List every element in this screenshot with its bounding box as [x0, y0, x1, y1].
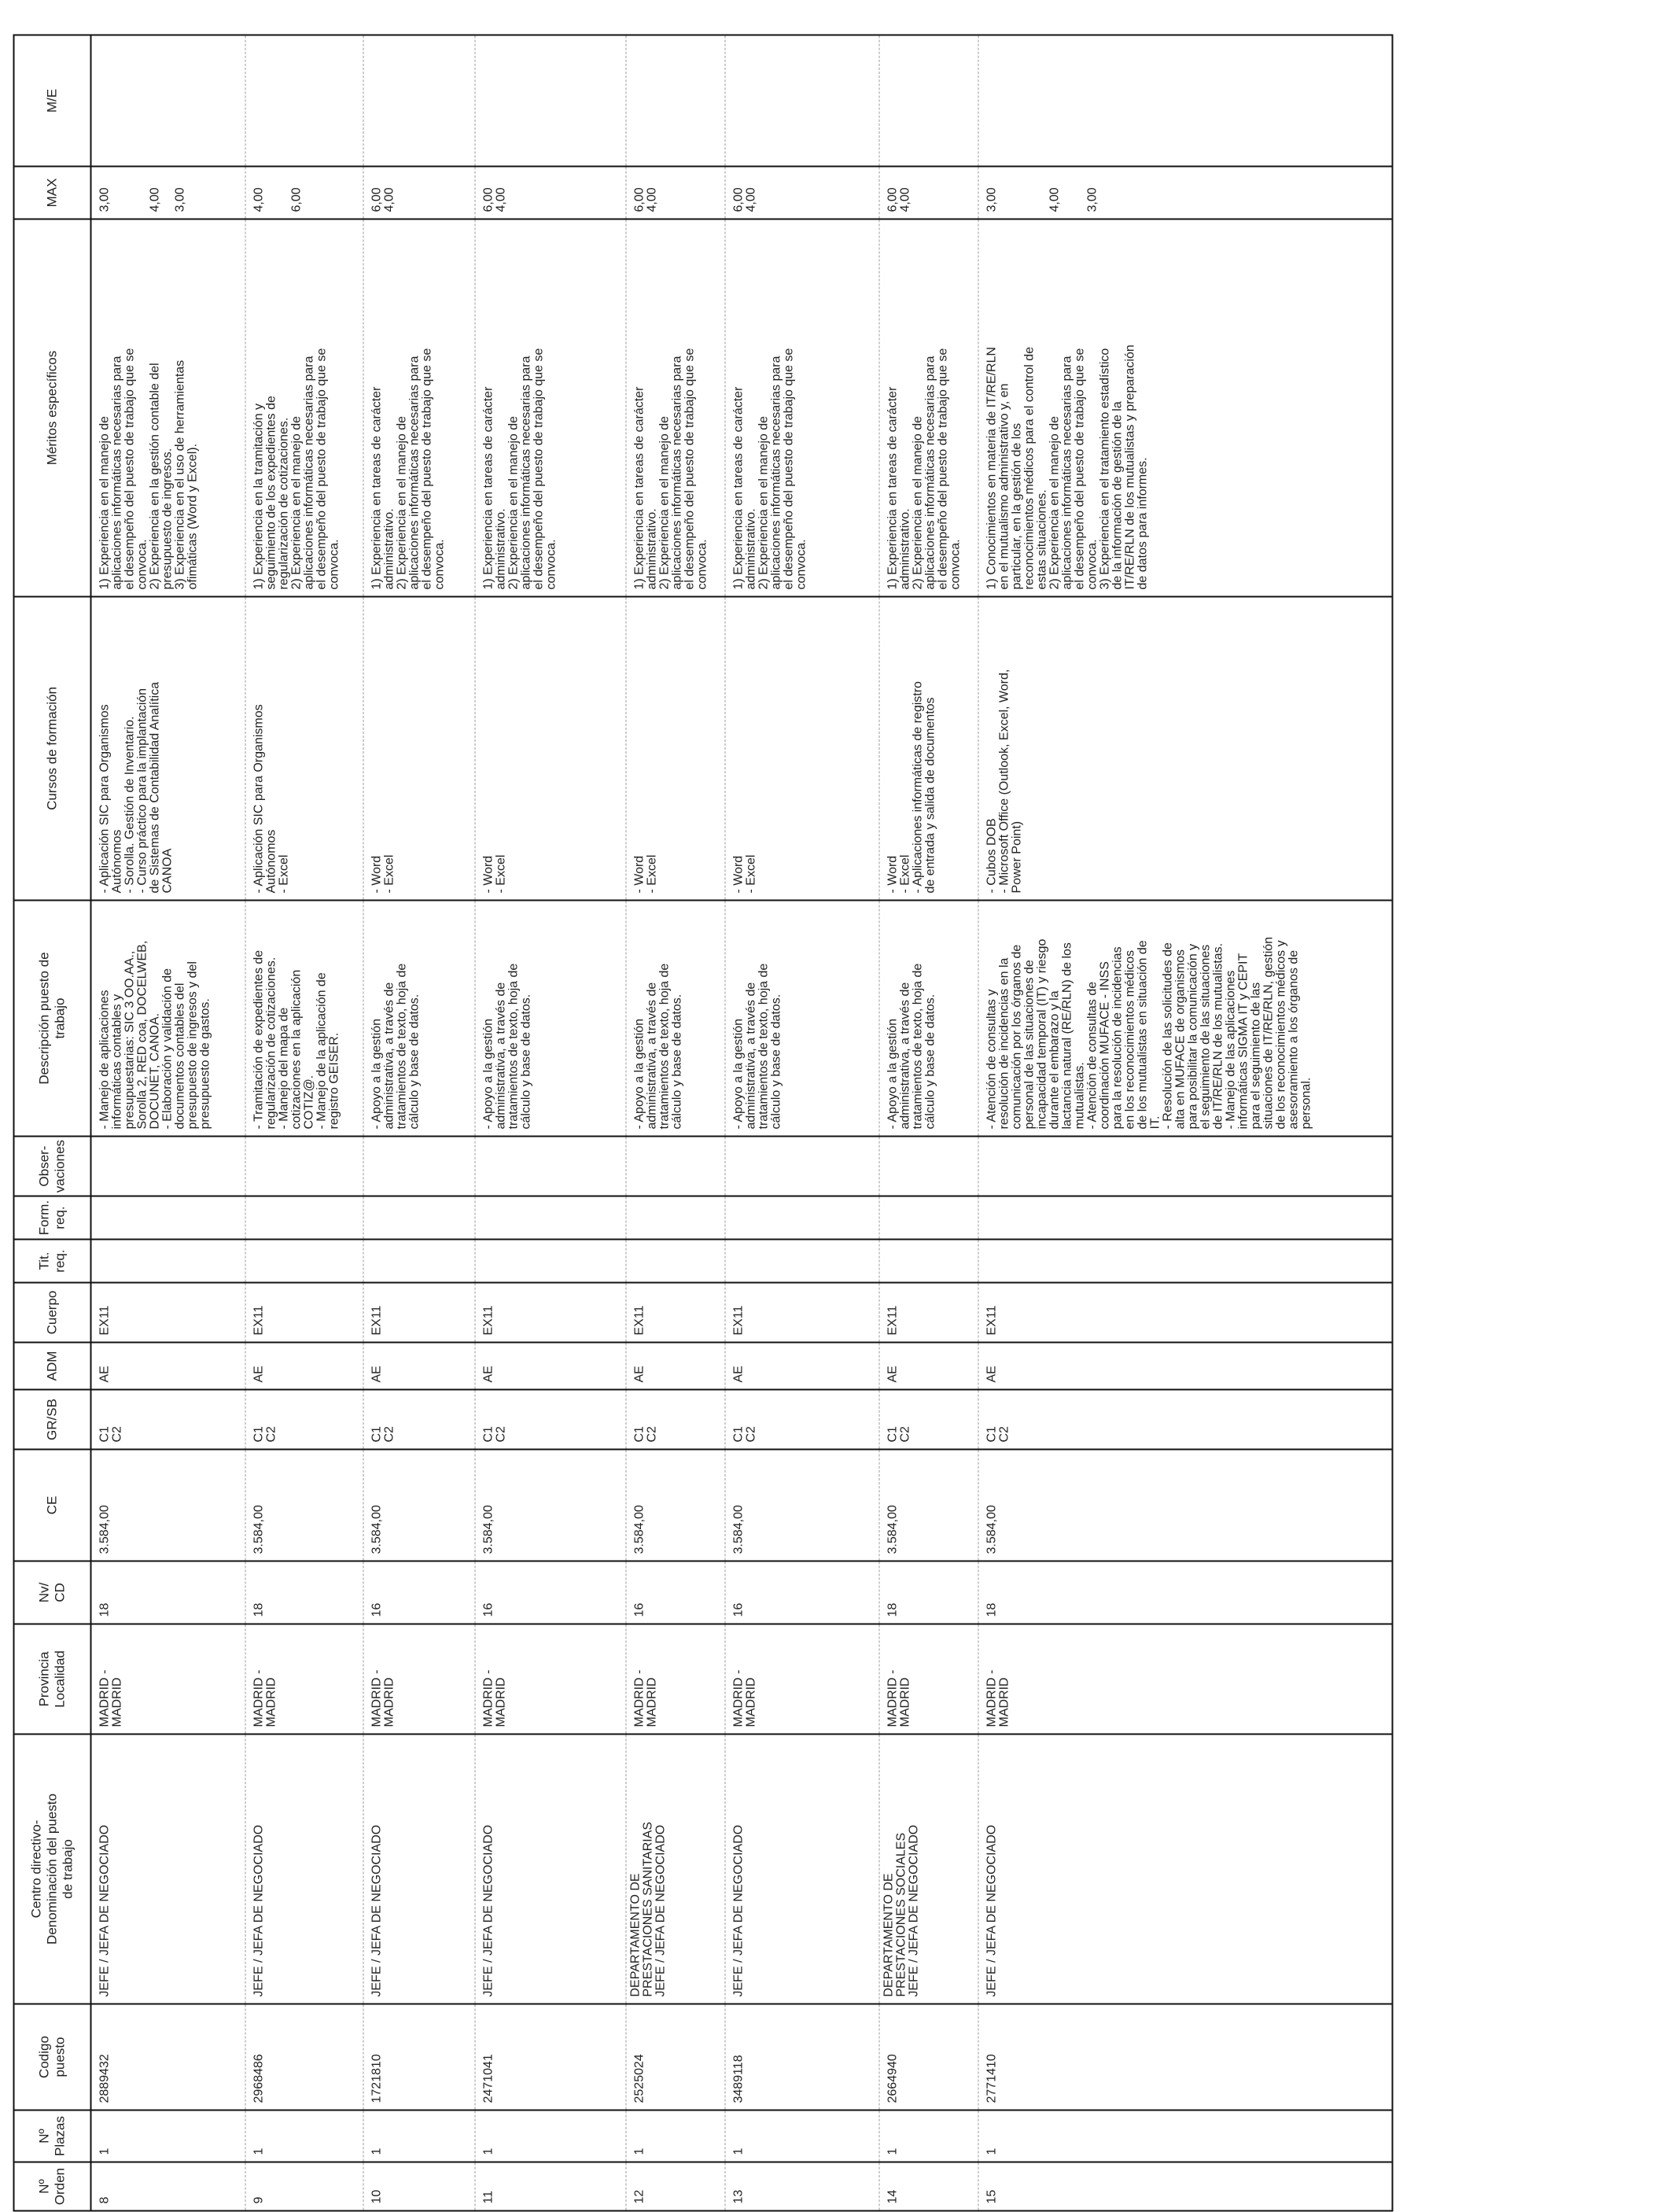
cell-ce: 3.584,00 [978, 1450, 1393, 1561]
cell-adm: AE [725, 1343, 879, 1390]
cell-localidad: MADRID - MADRID [978, 1624, 1393, 1735]
job-title: JEFE / JEFA DE NEGOCIADO [907, 1824, 920, 1997]
cell-me [879, 35, 978, 167]
cell-max: 3,00 4,00 3,00 [91, 167, 245, 219]
cell-plazas: 1 [363, 2111, 475, 2162]
cell-me [91, 35, 245, 167]
col-header-cuerpo: Cuerpo [14, 1283, 91, 1343]
cell-plazas: 1 [626, 2111, 725, 2162]
cell-descripcion: - Apoyo a la gestión administrativa, a través de tratamientos de texto, hoja de cálculo y base de datos. [879, 901, 978, 1137]
cell-adm: AE [363, 1343, 475, 1390]
col-header-centro: Centro directivo- Denominación del puesto de trabajo [14, 1735, 91, 2004]
cell-plazas: 1 [725, 2111, 879, 2162]
cell-titulacion [363, 1240, 475, 1283]
cell-me [475, 35, 626, 167]
cell-meritos: 1) Experiencia en tareas de carácter administrativo. 2) Experiencia en el manejo de aplicaciones informáticas necesarias para el desempeño del puesto de trabajo que se convoca. [725, 219, 879, 597]
cell-nivel: 18 [245, 1561, 363, 1624]
cell-formacion [91, 1196, 245, 1240]
cell-grupo: C1 C2 [879, 1390, 978, 1450]
cell-centro [363, 1735, 475, 2004]
cell-observaciones [626, 1137, 725, 1196]
cell-titulacion [475, 1240, 626, 1283]
table-row [475, 35, 626, 2211]
cell-nivel: 16 [475, 1561, 626, 1624]
table-header-row [14, 35, 91, 2211]
table-row [879, 35, 978, 2211]
cell-codigo: 2968486 [245, 2004, 363, 2111]
cell-observaciones [91, 1137, 245, 1196]
cell-titulacion [626, 1240, 725, 1283]
job-title: JEFE / JEFA DE NEGOCIADO [654, 1824, 667, 1997]
job-title: JEFE / JEFA DE NEGOCIADO [985, 1824, 998, 1997]
cell-orden: 15 [978, 2162, 1393, 2211]
cell-max: 6,00 4,00 [725, 167, 879, 219]
cell-cursos: - Word - Excel [475, 597, 626, 901]
job-title: JEFE / JEFA DE NEGOCIADO [252, 1824, 265, 1997]
table-row [91, 35, 245, 2211]
job-title: JEFE / JEFA DE NEGOCIADO [731, 1824, 745, 1997]
cell-meritos: 1) Experiencia en el manejo de aplicaciones informáticas necesarias para el desempeño del puesto de trabajo que se convoca. 2) Experiencia en la gestión contable del presupuesto de ingresos. 3) Experiencia en el uso de herramientas ofimáticas (Word y Excel). [91, 219, 245, 597]
cell-titulacion [725, 1240, 879, 1283]
cell-meritos: 1) Experiencia en tareas de carácter administrativo. 2) Experiencia en el manejo de aplicaciones informáticas necesarias para el desempeño del puesto de trabajo que se convoca. [626, 219, 725, 597]
cell-codigo: 2525024 [626, 2004, 725, 2111]
cell-meritos: 1) Experiencia en tareas de carácter administrativo. 2) Experiencia en el manejo de aplicaciones informáticas necesarias para el desempeño del puesto de trabajo que se convoca. [363, 219, 475, 597]
cell-descripcion: - Apoyo a la gestión administrativa, a través de tratamientos de texto, hoja de cálculo y base de datos. [725, 901, 879, 1137]
cell-me [363, 35, 475, 167]
cell-max: 6,00 4,00 [626, 167, 725, 219]
cell-ce: 3.584,00 [91, 1450, 245, 1561]
cell-nivel: 16 [626, 1561, 725, 1624]
table-row [245, 35, 363, 2211]
cell-adm: AE [879, 1343, 978, 1390]
cell-codigo: 2471041 [475, 2004, 626, 2111]
cell-orden: 10 [363, 2162, 475, 2211]
cell-localidad: MADRID - MADRID [879, 1624, 978, 1735]
cell-max: 6,00 4,00 [363, 167, 475, 219]
cell-ce: 3.584,00 [363, 1450, 475, 1561]
cell-observaciones [245, 1137, 363, 1196]
table-row [626, 35, 725, 2211]
cell-ce: 3.584,00 [245, 1450, 363, 1561]
cell-formacion [626, 1196, 725, 1240]
cell-descripcion: - Tramitación de expedientes de regularización de cotizaciones. - Manejo del mapa de cotizaciones en la aplicación COTIZ@. - Manejo de la aplicación de registro GEISER. [245, 901, 363, 1137]
cell-cursos: - Aplicación SIC para Organismos Autónomos - Sorolla. Gestión de Inventario. - Curso práctico para la implantación de Sistemas de Contabilidad Analítica CANOA [91, 597, 245, 901]
cell-descripcion: - Apoyo a la gestión administrativa, a través de tratamientos de texto, hoja de cálculo y base de datos. [475, 901, 626, 1137]
cell-adm: AE [626, 1343, 725, 1390]
cell-grupo: C1 C2 [725, 1390, 879, 1450]
cell-ce: 3.584,00 [626, 1450, 725, 1561]
cell-observaciones [475, 1137, 626, 1196]
cell-formacion [978, 1196, 1393, 1240]
cell-localidad: MADRID - MADRID [91, 1624, 245, 1735]
cell-descripcion: - Apoyo a la gestión administrativa, a través de tratamientos de texto, hoja de cálculo y base de datos. [626, 901, 725, 1137]
cell-plazas: 1 [245, 2111, 363, 2162]
cell-formacion [363, 1196, 475, 1240]
col-header-nivel: Nv/ CD [14, 1561, 91, 1624]
cell-cursos: - Word - Excel [725, 597, 879, 901]
cell-adm: AE [91, 1343, 245, 1390]
col-header-max: MAX [14, 167, 91, 219]
cell-descripcion: - Apoyo a la gestión administrativa, a través de tratamientos de texto, hoja de cálculo y base de datos. [363, 901, 475, 1137]
cell-codigo: 2889432 [91, 2004, 245, 2111]
cell-titulacion [978, 1240, 1393, 1283]
cell-max: 6,00 4,00 [475, 167, 626, 219]
cell-nivel: 18 [978, 1561, 1393, 1624]
col-header-titulacion: Tit. req. [14, 1240, 91, 1283]
col-header-me: M/E [14, 35, 91, 167]
cell-localidad: MADRID - MADRID [725, 1624, 879, 1735]
col-header-plazas: Nº Plazas [14, 2111, 91, 2162]
cell-cuerpo: EX11 [978, 1283, 1393, 1343]
cell-centro [245, 1735, 363, 2004]
cell-descripcion: - Atención de consultas y resolución de incidencias en la comunicación por los órganos de personal de las situaciones de incapacidad temporal (IT) y riesgo durante el embarazo y la lactancia natural (RE/RLN) de los mutualistas. - Atención de consultas de coordinación MUFACE - INSS para la resolución de incidencias en los reconocimientos médicos de los mutualistas en situación de IT. - Resolución de las solicitudes de alta en MUFACE de organismos para posibilitar la comunicación y el seguimiento de las situaciones de IT/RE/RLN de los mutualistas. - Manejo de las aplicaciones informáticas SIGMA IT y CEPIT para el seguimiento de las situaciones de IT/RE/RLN, gestión de los reconocimientos médicos y asesoramiento a los órganos de personal. [978, 901, 1393, 1137]
cell-grupo: C1 C2 [626, 1390, 725, 1450]
cell-descripcion: - Manejo de aplicaciones informáticas contables y presupuestarias: SIC 3 OO.AA., Sorolla 2, RED coa, DOCELWEB, DOCUNET, CANOA. - Elaboración y validación de documentos contables del presupuesto de ingresos y del presupuesto de gastos. [91, 901, 245, 1137]
cell-grupo: C1 C2 [363, 1390, 475, 1450]
cell-cursos: - Word - Excel - Aplicaciones informáticas de registro de entrada y salida de documentos [879, 597, 978, 901]
cell-cuerpo: EX11 [626, 1283, 725, 1343]
col-header-provincia: Provincia Localidad [14, 1624, 91, 1735]
cell-me [725, 35, 879, 167]
cell-centro [978, 1735, 1393, 2004]
cell-orden: 13 [725, 2162, 879, 2211]
cell-plazas: 1 [978, 2111, 1393, 2162]
job-title: JEFE / JEFA DE NEGOCIADO [481, 1824, 495, 1997]
cell-formacion [245, 1196, 363, 1240]
cell-codigo: 1721810 [363, 2004, 475, 2111]
cell-codigo: 3489118 [725, 2004, 879, 2111]
cell-nivel: 18 [879, 1561, 978, 1624]
cell-cursos: - Word - Excel [363, 597, 475, 901]
cell-ce: 3.584,00 [475, 1450, 626, 1561]
col-header-codigo: Codigo puesto [14, 2004, 91, 2111]
cell-observaciones [363, 1137, 475, 1196]
cell-centro [725, 1735, 879, 2004]
cell-max: 6,00 4,00 [879, 167, 978, 219]
cell-max: 4,00 6,00 [245, 167, 363, 219]
cell-codigo: 2771410 [978, 2004, 1393, 2111]
cell-centro [91, 1735, 245, 2004]
department-heading: DEPARTAMENTO DE PRESTACIONES SANITARIAS [628, 1821, 654, 1997]
cell-meritos: 1) Experiencia en la tramitación y seguimiento de los expedientes de regularización de cotizaciones. 2) Experiencia en el manejo de aplicaciones informáticas necesarias para el desempeño del puesto de trabajo que se convoca. [245, 219, 363, 597]
col-header-descripcion: Descripción puesto de trabajo [14, 901, 91, 1137]
cell-max: 3,00 4,00 3,00 [978, 167, 1393, 219]
cell-titulacion [879, 1240, 978, 1283]
cell-centro [475, 1735, 626, 2004]
cell-ce: 3.584,00 [725, 1450, 879, 1561]
cell-grupo: C1 C2 [91, 1390, 245, 1450]
cell-cuerpo: EX11 [879, 1283, 978, 1343]
cell-orden: 9 [245, 2162, 363, 2211]
cell-grupo: C1 C2 [245, 1390, 363, 1450]
cell-cuerpo: EX11 [725, 1283, 879, 1343]
cell-localidad: MADRID - MADRID [475, 1624, 626, 1735]
cell-formacion [475, 1196, 626, 1240]
cell-nivel: 16 [725, 1561, 879, 1624]
job-positions-table [13, 35, 1394, 2212]
col-header-adm: ADM [14, 1343, 91, 1390]
cell-meritos: 1) Conocimientos en materia de IT/RE/RLN en el mutualismo administrativo y, en particular, en la gestión de los reconocimientos médicos para el control de estas situaciones. 2) Experiencia en el manejo de aplicaciones informáticas necesarias para el desempeño del puesto de trabajo que se convoca. 3) Experiencia en el tratamiento estadístico de la información de gestión de la IT/RE/RLN de los mutualistas y preparación de datos para informes. [978, 219, 1393, 597]
cell-me [626, 35, 725, 167]
cell-cuerpo: EX11 [363, 1283, 475, 1343]
job-title: JEFE / JEFA DE NEGOCIADO [98, 1824, 112, 1997]
cell-cuerpo: EX11 [245, 1283, 363, 1343]
cell-grupo: C1 C2 [475, 1390, 626, 1450]
cell-meritos: 1) Experiencia en tareas de carácter administrativo. 2) Experiencia en el manejo de aplicaciones informáticas necesarias para el desempeño del puesto de trabajo que se convoca. [879, 219, 978, 597]
department-heading: DEPARTAMENTO DE PRESTACIONES SOCIALES [882, 1832, 908, 1997]
cell-cuerpo: EX11 [475, 1283, 626, 1343]
cell-orden: 8 [91, 2162, 245, 2211]
cell-localidad: MADRID - MADRID [626, 1624, 725, 1735]
cell-plazas: 1 [475, 2111, 626, 2162]
cell-observaciones [879, 1137, 978, 1196]
cell-adm: AE [245, 1343, 363, 1390]
cell-localidad: MADRID - MADRID [245, 1624, 363, 1735]
col-header-cursos: Cursos de formación [14, 597, 91, 901]
cell-centro [626, 1735, 725, 2004]
table-row [978, 35, 1393, 2211]
cell-observaciones [978, 1137, 1393, 1196]
cell-plazas: 1 [91, 2111, 245, 2162]
cell-orden: 12 [626, 2162, 725, 2211]
col-header-formacion: Form. req. [14, 1196, 91, 1240]
cell-cursos: - Aplicación SIC para Organismos Autónomos - Excel [245, 597, 363, 901]
cell-nivel: 18 [91, 1561, 245, 1624]
cell-cursos: - Cubos DOB - Microsoft Office (Outlook, Excel, Word, Power Point) [978, 597, 1393, 901]
cell-localidad: MADRID - MADRID [363, 1624, 475, 1735]
rotated-document-page [13, 36, 1628, 2212]
cell-ce: 3.584,00 [879, 1450, 978, 1561]
cell-formacion [879, 1196, 978, 1240]
col-header-ce: CE [14, 1450, 91, 1561]
cell-orden: 14 [879, 2162, 978, 2211]
cell-codigo: 2664940 [879, 2004, 978, 2111]
cell-titulacion [91, 1240, 245, 1283]
table-row [363, 35, 475, 2211]
cell-me [978, 35, 1393, 167]
col-header-observaciones: Obser- vaciones [14, 1137, 91, 1196]
col-header-grupo: GR/SB [14, 1390, 91, 1450]
cell-grupo: C1 C2 [978, 1390, 1393, 1450]
cell-titulacion [245, 1240, 363, 1283]
cell-adm: AE [978, 1343, 1393, 1390]
job-title: JEFE / JEFA DE NEGOCIADO [370, 1824, 383, 1997]
col-header-meritos: Méritos específicos [14, 219, 91, 597]
cell-plazas: 1 [879, 2111, 978, 2162]
cell-centro [879, 1735, 978, 2004]
cell-formacion [725, 1196, 879, 1240]
cell-observaciones [725, 1137, 879, 1196]
cell-meritos: 1) Experiencia en tareas de carácter administrativo. 2) Experiencia en el manejo de aplicaciones informáticas necesarias para el desempeño del puesto de trabajo que se convoca. [475, 219, 626, 597]
cell-nivel: 16 [363, 1561, 475, 1624]
table-row [725, 35, 879, 2211]
cell-me [245, 35, 363, 167]
cell-orden: 11 [475, 2162, 626, 2211]
col-header-orden: Nº Orden [14, 2162, 91, 2211]
cell-adm: AE [475, 1343, 626, 1390]
cell-cursos: - Word - Excel [626, 597, 725, 901]
cell-cuerpo: EX11 [91, 1283, 245, 1343]
